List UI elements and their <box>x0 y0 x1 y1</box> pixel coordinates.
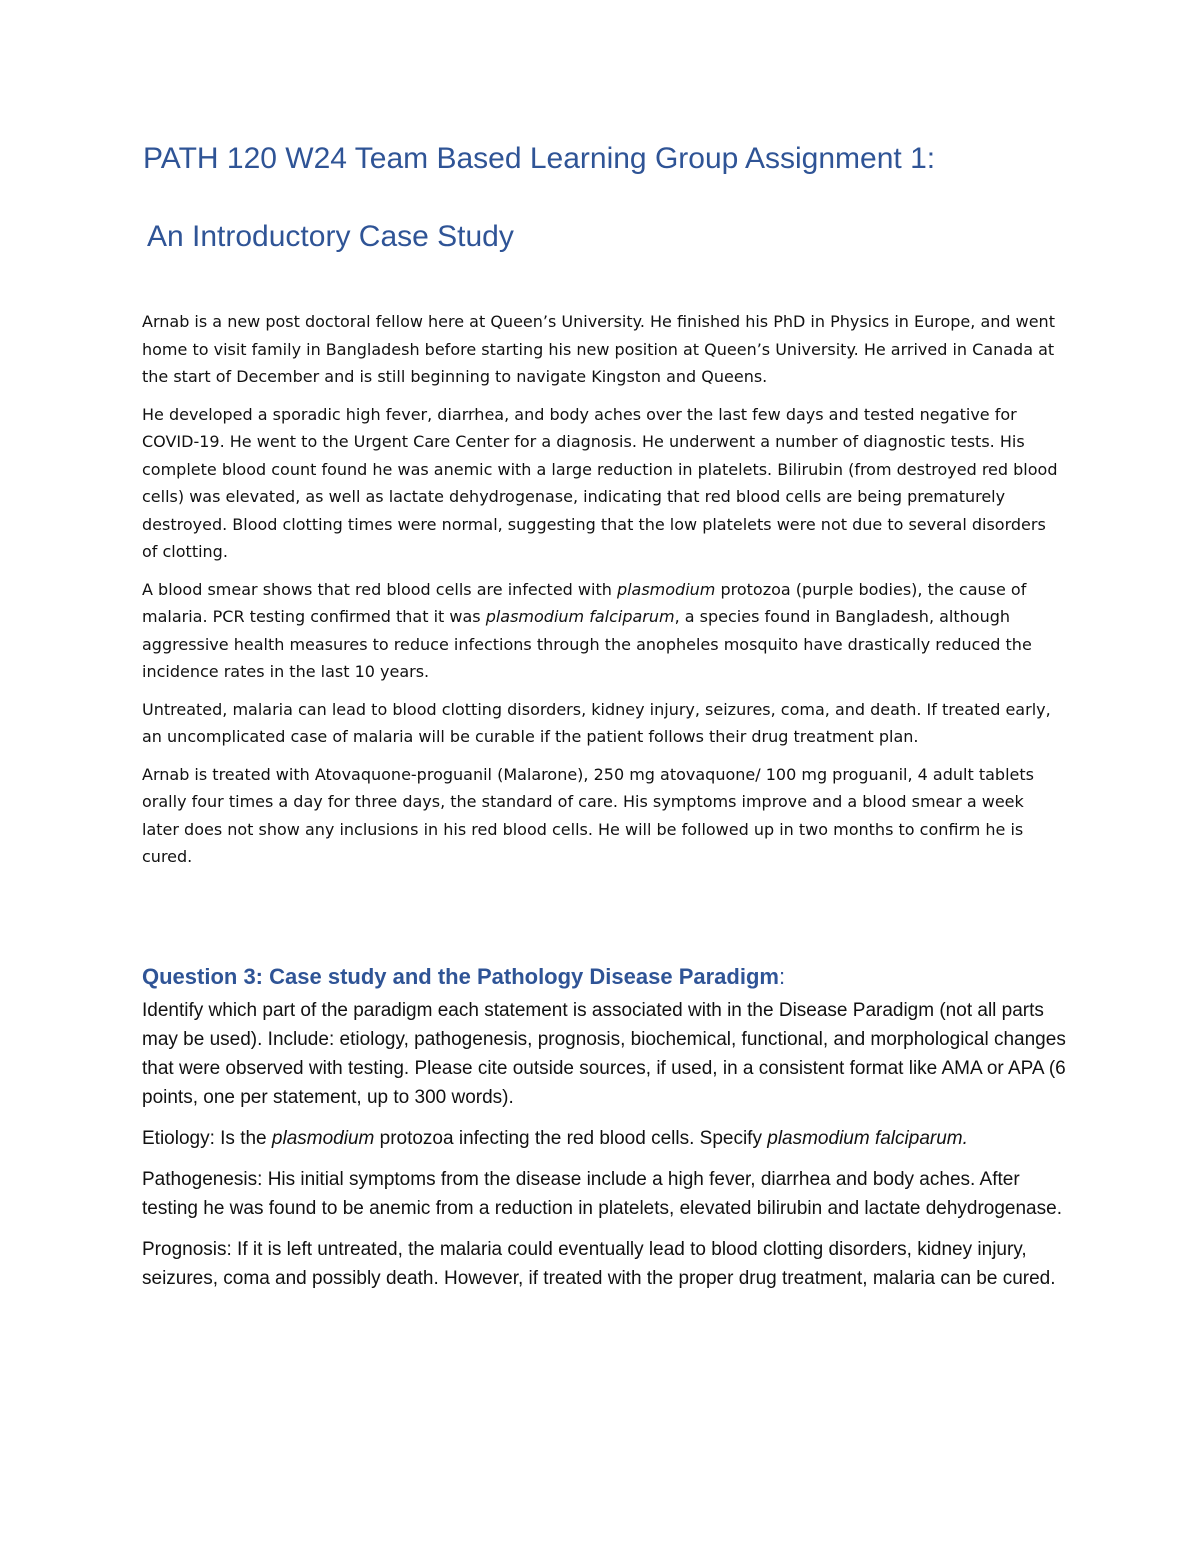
document-subtitle: An Introductory Case Study <box>147 220 514 253</box>
question-heading <box>142 964 785 990</box>
document-title: PATH 120 W24 Team Based Learning Group Assignment 1: <box>143 142 936 175</box>
question-prompt: Identify which part of the paradigm each statement is associated with in the Disease Paradigm (not all parts may be used). Include: etiology, pathogenesis, prognosis, biochemical, functional, and morphological changes that were observed with testing. Please cite outside sources, if used, in a consistent format like AMA or APA (6 points, one per statement, up to 300 words). <box>142 1000 1066 1108</box>
case-paragraph-smear <box>142 576 1062 686</box>
italic-term: plasmodium falciparum. <box>767 1128 968 1149</box>
text-run: Etiology: Is the <box>142 1128 272 1149</box>
italic-term: plasmodium falciparum <box>485 607 675 626</box>
answer-etiology <box>142 1124 1072 1153</box>
case-study-body <box>142 308 1062 881</box>
question-heading-colon: : <box>778 964 786 989</box>
text-run: , a species found in Bangladesh, although aggressive health measures to reduce infections through the anopheles mosquito have drastically reduced the incidence rates in the last 10 years. <box>142 607 1032 681</box>
case-paragraph-symptoms: He developed a sporadic high fever, diarrhea, and body aches over the last few days and tested negative for COVID-19. He went to the Urgent Care Center for a diagnosis. He underwent a number of diagnostic tests. His complete blood count found he was anemic with a large reduction in platelets. Bilirubin (from destroyed red blood cells) was elevated, as well as lactate dehydrogenase, indicating that red blood cells are being prematurely destroyed. Blood clotting times were normal, suggesting that the low platelets were not due to several disorders of clotting. <box>142 404 1058 561</box>
answer-pathogenesis: Pathogenesis: His initial symptoms from the disease include a high fever, diarrhea and body aches. After testing he was found to be anemic from a reduction in platelets, elevated bilirubin and lactate dehydrogenase. <box>142 1169 1062 1219</box>
question-answers <box>142 996 1072 1305</box>
text-run: A blood smear shows that red blood cells are infected with <box>142 579 617 599</box>
italic-term: plasmodium <box>271 1128 375 1149</box>
text-run: protozoa (purple bodies), the cause of malaria. PCR testing confirmed that it was <box>142 579 1027 626</box>
question-heading-text: Question 3: Case study and the Pathology Disease Paradigm <box>142 964 779 989</box>
answer-prognosis: Prognosis: If it is left untreated, the malaria could eventually lead to blood clotting disorders, kidney injury, seizures, coma and possibly death. However, if treated with the proper drug treatment, malaria can be cured. <box>142 1239 1056 1289</box>
case-paragraph-treatment: Arnab is treated with Atovaquone-proguanil (Malarone), 250 mg atovaquone/ 100 mg proguanil, 4 adult tablets orally four times a day for three days, the standard of care. His symptoms improve and a blood smear a week later does not show any inclusions in his red blood cells. He will be followed up in two months to confirm he is cured. <box>142 764 1034 866</box>
italic-term: plasmodium <box>616 579 716 599</box>
case-paragraph-untreated: Untreated, malaria can lead to blood clotting disorders, kidney injury, seizures, coma, and death. If treated early, an uncomplicated case of malaria will be curable if the patient follows their drug treatment plan. <box>142 699 1051 746</box>
text-run: protozoa infecting the red blood cells. Specify <box>374 1128 768 1149</box>
case-paragraph-intro: Arnab is a new post doctoral fellow here at Queen’s University. He finished his PhD in Physics in Europe, and went home to visit family in Bangladesh before starting his new position at Queen’s University. He arrived in Canada at the start of December and is still beginning to navigate Kingston and Queens. <box>142 312 1055 386</box>
